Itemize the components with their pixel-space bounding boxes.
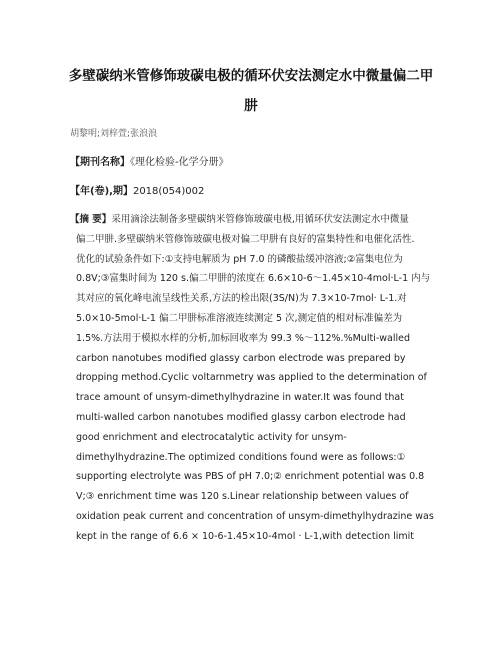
year-volume-field <box>70 182 204 197</box>
abstract-line: 其对应的氧化峰电流呈线性关系,方法的检出限(3S/N)为 7.3×10-7mol· L-1.对 <box>76 293 407 305</box>
abstract-line <box>70 210 432 230</box>
abstract-text: 采用滴涂法制备多壁碳纳米管修饰玻碳电极,用循环伏安法测定水中微量 <box>111 214 409 225</box>
abstract-line: trace amount of unsym-dimethylhydrazine in water.It was found that <box>76 392 404 404</box>
abstract-line: good enrichment and electrocatalytic activity for unsym- <box>76 431 347 443</box>
year-label: 【年(卷),期】 <box>70 186 133 197</box>
abstract-line: dimethylhydrazine.The optimized conditions found were as follows:① <box>76 451 406 463</box>
abstract-line: 偏二甲肼.多壁碳纳米管修饰玻碳电极对偏二甲肼有良好的富集特性和电催化活性. <box>76 233 415 245</box>
abstract-label: 【摘 要】 <box>70 214 112 225</box>
abstract-line: 优化的试验条件如下:①支持电解质为 pH 7.0 的磷酸盐缓冲溶液;②富集电位为 <box>76 253 403 265</box>
journal-value: 《理化检验-化学分册》 <box>130 157 229 168</box>
document-title <box>60 61 442 121</box>
year-value: 2018(054)002 <box>132 186 205 197</box>
title-line-2: 肼 <box>244 98 258 114</box>
abstract-line: V;③ enrichment time was 120 s.Linear relationship between values of <box>76 491 409 503</box>
abstract-line: multi-walled carbon nanotubes modified glassy carbon electrode had <box>76 411 406 423</box>
abstract-line: oxidation peak current and concentration of unsym-dimethylhydrazine was <box>76 510 434 522</box>
abstract-line: dropping method.Cyclic voltarnmetry was applied to the determination of <box>76 372 427 384</box>
abstract-line: supporting electrolyte was PBS of pH 7.0;② enrichment potential was 0.8 <box>76 471 425 483</box>
authors: 胡黎明;刘梓萱;张浪浪 <box>70 129 158 139</box>
abstract <box>70 210 434 547</box>
abstract-line: carbon nanotubes modified glassy carbon electrode was prepared by <box>76 352 406 364</box>
abstract-line: 5.0×10-5mol·L-1 偏二甲肼标准溶液连续测定 5 次,测定值的相对标准偏差为 <box>76 312 403 324</box>
journal-label: 【期刊名称】 <box>70 157 130 168</box>
journal-field <box>70 153 229 168</box>
title-line-1: 多壁碳纳米管修饰玻碳电极的循环伏安法测定水中微量偏二甲 <box>68 68 434 84</box>
abstract-line: kept in the range of 6.6 × 10-6-1.45×10-4mol · L-1,with detection limit <box>76 530 415 542</box>
abstract-line: 0.8V;③富集时间为 120 s.偏二甲肼的浓度在 6.6×10-6～1.45×10-4mol·L-1 内与 <box>76 273 431 285</box>
abstract-line: 1.5%.方法用于模拟水样的分析,加标回收率为 99.3 %～112%.%Multi-walled <box>76 332 410 344</box>
